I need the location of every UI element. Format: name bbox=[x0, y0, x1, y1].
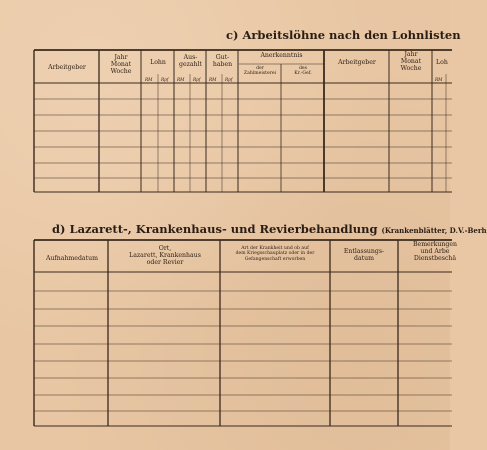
col-jahr-monat-woche: Jahr Monat Woche bbox=[110, 54, 132, 76]
col-bemerkungen: Bemerkungen und Arbe Dienstbeschä bbox=[412, 241, 458, 263]
col-art-der-krankheit: Art der Krankheit und ob auf dem Kriegsschauplatz oder in der Gefangenschaft erworben bbox=[235, 246, 315, 262]
col-ort: Ort, Lazarett, Krankenhaus oder Revier bbox=[129, 245, 201, 267]
col-ausgezahlt: Aus- gezahlt bbox=[178, 54, 203, 69]
section-c-title: c) Arbeitslöhne nach den Lohnlisten bbox=[226, 28, 461, 42]
ausgezahlt-rm: RM bbox=[177, 77, 185, 82]
col-anerkenntnis: Anerkenntnis bbox=[260, 52, 303, 59]
col-jahr-monat-woche-2: Jahr Monat Woche bbox=[400, 51, 422, 73]
col-lohn-2: Loh bbox=[436, 59, 448, 66]
guthaben-rm: RM bbox=[209, 77, 217, 82]
ausgezahlt-rpf: Rpf bbox=[193, 77, 201, 82]
col-arbeitgeber-2: Arbeitgeber bbox=[338, 59, 376, 66]
lohn-rm: RM bbox=[145, 77, 153, 82]
lohn2-rm: RM bbox=[435, 77, 443, 82]
section-d-title-suffix: (Krankenblätter, D.V.-Berh bbox=[381, 226, 487, 235]
col-anerkenntnis-des: des Kr.-Gef. bbox=[294, 66, 312, 77]
col-entlassungsdatum: Entlassungs- datum bbox=[343, 248, 385, 263]
col-arbeitgeber: Arbeitgeber bbox=[48, 64, 86, 71]
guthaben-rpf: Rpf bbox=[225, 77, 233, 82]
col-anerkenntnis-der: der Zahlmeisterei bbox=[243, 66, 277, 77]
col-lohn: Lohn bbox=[150, 59, 166, 66]
col-aufnahmedatum: Aufnahmedatum bbox=[46, 255, 98, 262]
lohn-rpf: Rpf bbox=[161, 77, 169, 82]
col-guthaben: Gut- haben bbox=[212, 54, 233, 69]
section-d-title-main: d) Lazarett-, Krankenhaus- und Revierbehandlung bbox=[52, 222, 378, 236]
